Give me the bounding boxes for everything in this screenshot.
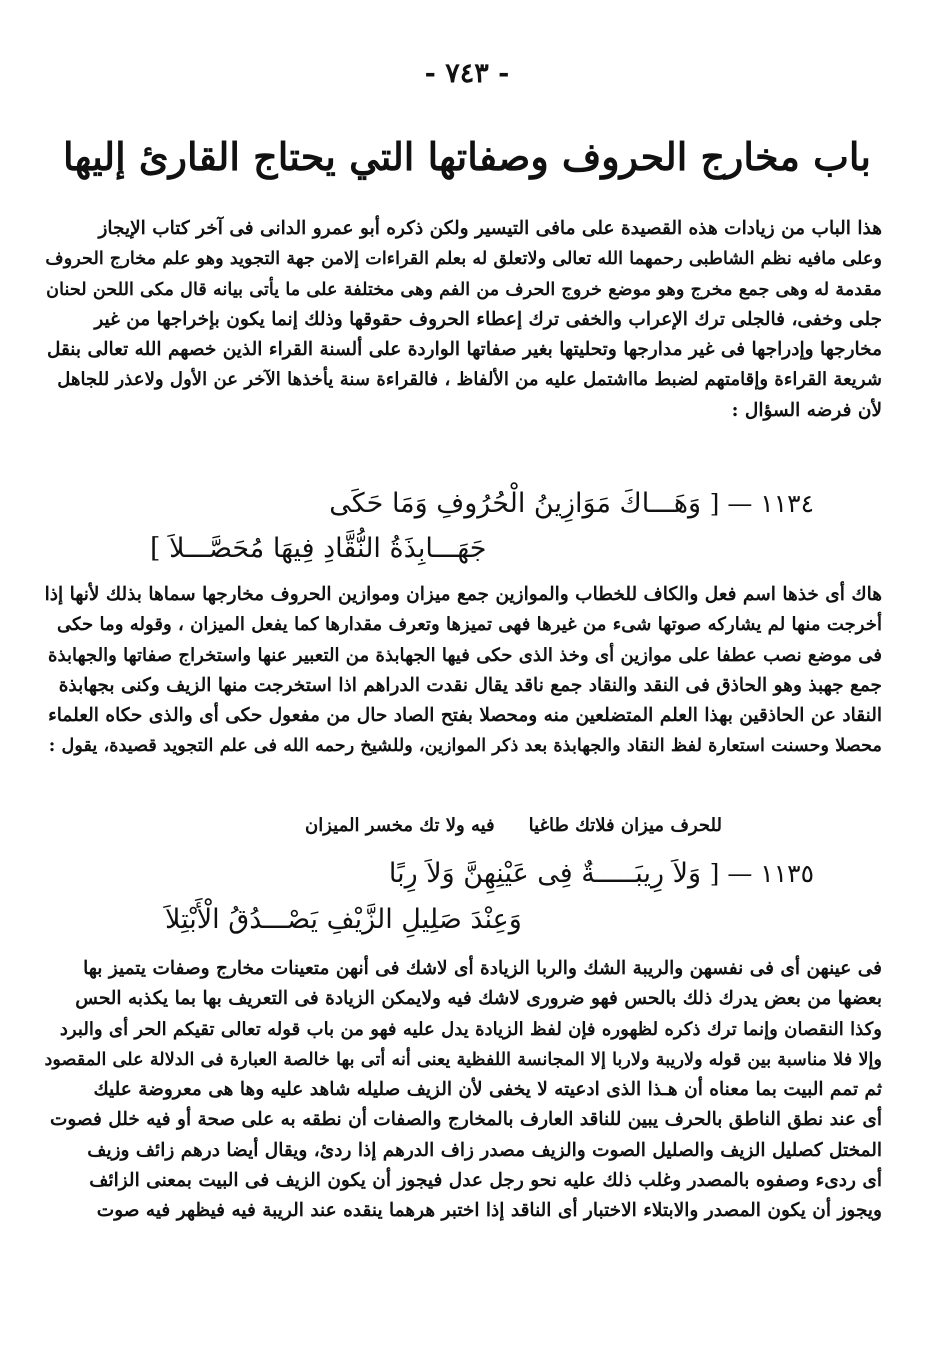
text-line: فى موضع نصب عطفا على موازين أى وخذ الذى حكى فيها الجهابذة من التعبير عنها واستخراج صفاتها والجهابذة [48,644,882,666]
text-line: النقاد عن الحاذقين بهذا العلم المتضلعين منه ومحصلا بفتح الصاد حال من مفعول حكى أى والذى حكاه العلماء [48,705,882,727]
text-line: هاك أى خذها اسم فعل والكاف للخطاب والموازين جمع ميزان وموازين الحروف مخارجها سماها بذلك لأنها إذا [44,584,882,605]
text-line: ويجوز أن يكون المصدر والابتلاء الاختبار أى الناقد إذا اختبر هرهما ينقده عند الريبة فيه فيظهر فيه صوت [96,1200,882,1222]
text-line: شريعة القراءة وإقامتهم لضبط مااشتمل عليه من الألفاظ ، فالقراءة سنة يأخذها الآخر عن الأول ولاعذر للجاهل [57,369,882,391]
text-line: مقدمة له وهى جمع مخرج وهو موضع خروج الحرف من الفم وهى مختلفة على ما يأتى بيانه قال مكى اللحن لحنان [46,278,882,300]
quoted-verse [305,815,722,836]
verse-1134-first-half [329,488,814,519]
text-line: جلى وخفى، فالجلى ترك الإعراب والخفى ترك إعطاء الحروف حقوقها وذلك إنما يكون بإخراجها من غير [94,308,882,330]
intro-paragraph [44,214,882,426]
quoted-verse-first-half: للحرف ميزان فلاتك طاغيا [528,815,722,836]
commentary-paragraph-1 [44,580,882,762]
text-line: وإلا فلا مناسبة بين قوله ولاريبة ولاربا إلا المجانسة اللفظية يعنى أنه أتى بها خالصة العبارة فى الدلالة على المقصود [44,1048,882,1070]
text-line: أى ردىء وصفوه بالمصدر وغلب ذلك عليه نحو رجل عدل فيجوز أن يكون الزيف فى البيت بمعنى الزائف [89,1170,882,1192]
chapter-title: باب مخارج الحروف وصفاتها التي يحتاج القارئ إليها [62,134,872,179]
text-line: وكذا النقصان وإنما ترك ذكره لظهوره فإن لفظ الزيادة يدل عليه فهو من باب قوله تعالى تقيكم الحر أى والبرد [59,1018,882,1040]
verse-number: ١١٣٥ — [ [709,859,814,888]
text-line: المختل كصليل الزيف والصليل الصوت والزيف مصدر زاف الدرهم إذا ردئ، ويقال أيضا درهم زائف وزيف [87,1139,882,1161]
text-line: ثم تمم البيت بما معناه أن هـذا الذى ادعيته لا يخفى لأن الزيف صليله شاهد عليه وها هى معروضة عليك [93,1079,882,1101]
text-line: بعضها من بعض يدرك ذلك بالحس فهو ضرورى لاشك فيه ولايمكن الزيادة فى التعريف بها بما يكذبه الحس [75,988,882,1010]
text-line: محصلا وحسنت استعارة لفظ النقاد والجهابذة بعد ذكر الموازين، وللشيخ رحمه الله فى علم التجويد قصيدة، يقول : [48,735,882,757]
text-line: أى عند نطق الناطق بالحرف يبين للناقد العارف بالمخارج والصفات أن نطقه به على صحة أو فيه خلل فصوت [49,1109,882,1131]
text-line: فى عينهن أى فى نفسهن والريبة الشك والربا الزيادة أى لاشك فى أنهن متعينات مخارج وصفات يتميز بها [83,958,882,979]
verse-number: ١١٣٤ — [ [709,489,814,518]
text-line: لأن فرضه السؤال : [731,399,882,421]
text-line: هذا الباب من زيادات هذه القصيدة على مافى التيسير ولكن ذكره أبو عمرو الدانى فى آخر كتاب الإيجاز [98,218,882,239]
text-line: مخارجها وإدراجها فى غير مدارجها وتحليتها بغير صفاتها الواردة على ألسنة القراء الذين خصهم الله تعالى بنقل [46,339,882,361]
verse-1135-second-half: وَعِنْدَ صَلِيلِ الزَّيْفِ يَصْـــدُقُ الْأَبْتِلاَ [165,904,522,935]
quoted-verse-second-half: فيه ولا تك مخسر الميزان [305,815,495,836]
text-line: أخرجت منها لم يشاركه صوتها شىء من غيرها فهى تميزها وتعرف مقدارها كما يفعل الميزان ، وقوله وما حكى [56,614,882,636]
verse-text: وَهَـــاكَ مَوَازِينُ الْحُرُوفِ وَمَا حَكَى [329,488,702,519]
text-line: جمع جهبذ وهو الحاذق فى النقد والنقاد جمع ناقد يقال نقدت الدراهم اذا استخرجت منها الزيف وكنى بجهابذة [58,674,882,696]
verse-1135-first-half [389,858,814,889]
commentary-paragraph-2 [44,954,882,1227]
text-line: وعلى مافيه نظم الشاطبى رحمهما الله تعالى ولاتعلق له بعلم القراءات إلامن جهة التجويد وهو علم مخارج الحروف [45,248,882,270]
verse-text: وَلاَ رِيبَـــــةٌ فِى عَيْنِهِنَّ وَلاَ رِبًا [388,858,702,889]
verse-1134-second-half: جَهَـــابِذَةُ النُّقَّادِ فِيهَا مُحَصَّـــلاَ ] [150,533,487,564]
page-number: - ٧٤٣ - [424,58,510,89]
